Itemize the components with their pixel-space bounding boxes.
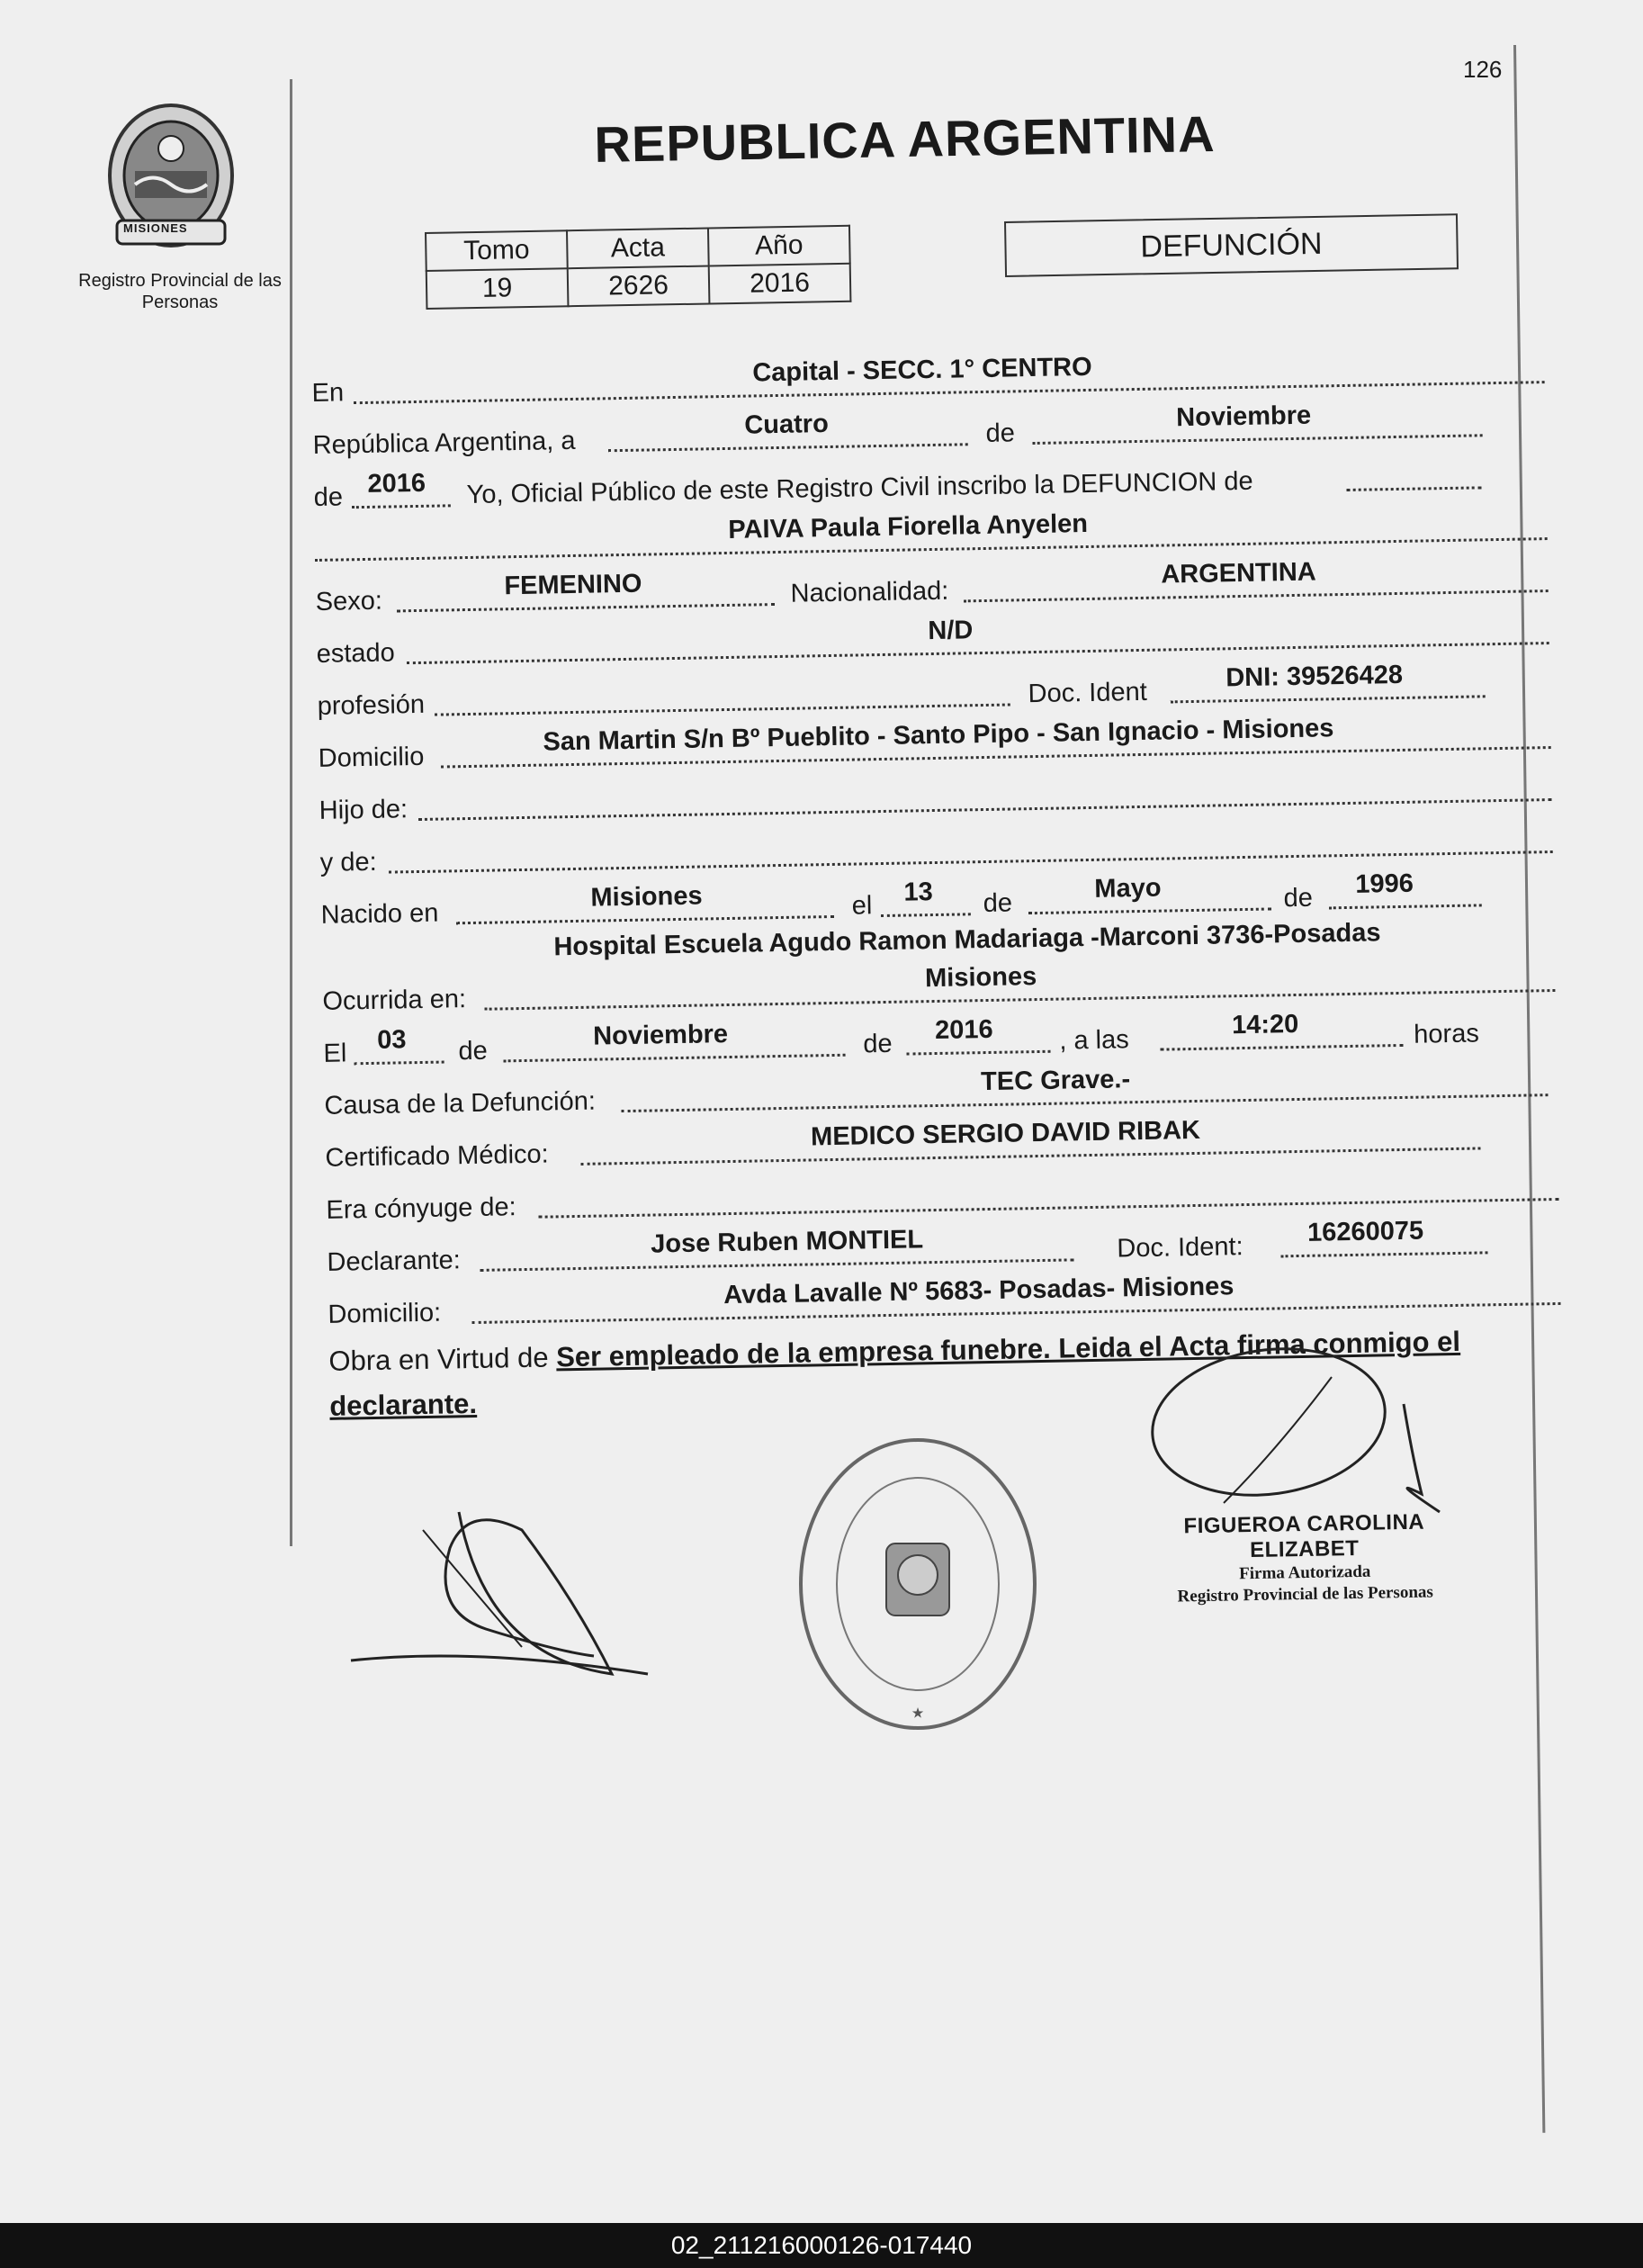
- causa-label: Causa de la Defunción:: [324, 1086, 597, 1120]
- de-label: de: [458, 1036, 488, 1066]
- emblem-lettering: MISIONES: [123, 221, 188, 235]
- firma-name: FIGUEROA CAROLINA ELIZABET: [1183, 1509, 1425, 1563]
- republica-label: República Argentina, a: [312, 426, 576, 460]
- doc-value: DNI: 39526428: [1226, 660, 1404, 693]
- authority-signature-block: [1133, 1509, 1477, 1609]
- estado-value: N/D: [928, 616, 974, 646]
- inscribo-text: Yo, Oficial Público de este Registro Civil inscribo la DEFUNCION de: [466, 466, 1253, 510]
- doc2-label: Doc. Ident:: [1117, 1232, 1243, 1264]
- certificate-form: [311, 338, 1563, 1429]
- nacido-value: Misiones: [590, 881, 703, 913]
- ocurrida-value-line1: Hospital Escuela Agudo Ramon Madariaga -Marconi 3736-Posadas: [553, 918, 1381, 962]
- obra-value: Ser empleado de la empresa funebre. Leida el Acta firma conmigo el declarante.: [328, 1325, 1461, 1422]
- doc2-value: 16260075: [1306, 1216, 1424, 1247]
- domicilio-label: Domicilio: [318, 742, 425, 773]
- domicilio2-value: Avda Lavalle Nº 5683- Posadas- Misiones: [723, 1272, 1234, 1310]
- declarante-value: Jose Ruben MONTIEL: [650, 1225, 924, 1259]
- footer-filename: 02_211216000126-017440: [0, 2223, 1643, 2268]
- domicilio2-label: Domicilio:: [328, 1298, 442, 1329]
- de-label: de: [985, 418, 1016, 448]
- dia-value: Cuatro: [744, 409, 830, 440]
- ref-header-acta: Acta: [567, 229, 709, 269]
- ocurrida-label: Ocurrida en:: [322, 985, 467, 1016]
- ref-value-acta: 2626: [568, 266, 710, 306]
- de-label: de: [313, 482, 344, 512]
- nacionalidad-label: Nacionalidad:: [790, 576, 949, 608]
- left-margin-line: [290, 79, 292, 1546]
- de-label: de: [1283, 883, 1314, 914]
- svg-text:★: ★: [911, 1706, 924, 1720]
- de-label: de: [983, 888, 1013, 919]
- doc-label: Doc. Ident: [1028, 677, 1148, 709]
- declarante-signature-icon: [342, 1494, 666, 1692]
- mes-value: Noviembre: [1175, 400, 1312, 433]
- page-number: 126: [1463, 56, 1503, 83]
- obra-label: Obra en Virtud de: [328, 1341, 549, 1377]
- causa-value: TEC Grave.-: [980, 1065, 1131, 1097]
- sexo-label: Sexo:: [315, 586, 383, 616]
- de-label: de: [863, 1029, 893, 1059]
- ref-header-anio: Año: [708, 226, 850, 266]
- nacimiento-dia: 13: [903, 878, 933, 907]
- el-label: el: [851, 891, 873, 921]
- ref-value-anio: 2016: [709, 264, 851, 304]
- conyuge-label: Era cónyuge de:: [326, 1192, 516, 1225]
- nacionalidad-value: ARGENTINA: [1161, 557, 1316, 590]
- document-title: REPUBLICA ARGENTINA: [594, 104, 1216, 173]
- ref-value-tomo: 19: [426, 268, 569, 309]
- el-label: El: [323, 1039, 347, 1068]
- estado-label: estado: [316, 638, 396, 669]
- ocurrida-value-line2: Misiones: [924, 962, 1037, 994]
- sexo-value: FEMENINO: [504, 569, 642, 601]
- firma-role: Firma Autorizada: [1239, 1562, 1371, 1584]
- certificado-value: MEDICO SERGIO DAVID RIBAK: [810, 1115, 1201, 1152]
- defuncion-mes: Noviembre: [592, 1020, 729, 1051]
- horas-label: horas: [1413, 1019, 1480, 1049]
- record-type-box: DEFUNCIÓN: [1004, 213, 1459, 277]
- defuncion-anio: 2016: [934, 1014, 993, 1046]
- nombre-value: PAIVA Paula Fiorella Anyelen: [728, 508, 1089, 544]
- authority-signature-icon: [1116, 1341, 1476, 1521]
- nacimiento-mes: Mayo: [1094, 873, 1162, 904]
- defuncion-hora: 14:20: [1231, 1009, 1299, 1040]
- en-label: En: [311, 378, 345, 408]
- reference-table: [425, 225, 851, 310]
- official-stamp-icon: [787, 1431, 1048, 1737]
- hijo-label: Hijo de:: [319, 795, 409, 825]
- en-value: Capital - SECC. 1° CENTRO: [752, 352, 1092, 388]
- firma-org: Registro Provincial de las Personas: [1177, 1582, 1433, 1606]
- profesion-label: profesión: [317, 689, 426, 721]
- emblem-caption: Registro Provincial de las Personas: [78, 271, 282, 312]
- domicilio-value: San Martin S/n Bº Pueblito - Santo Pipo - San Ignacio - Misiones: [543, 714, 1334, 757]
- anio-value: 2016: [367, 468, 426, 499]
- certificado-label: Certificado Médico:: [325, 1139, 549, 1173]
- yde-label: y de:: [319, 847, 377, 878]
- nacido-label: Nacido en: [320, 898, 439, 930]
- nacimiento-anio: 1996: [1355, 868, 1414, 899]
- declarante-label: Declarante:: [327, 1246, 462, 1277]
- ref-header-tomo: Tomo: [426, 230, 568, 271]
- defuncion-dia: 03: [376, 1025, 407, 1055]
- alas-label: , a las: [1059, 1025, 1129, 1056]
